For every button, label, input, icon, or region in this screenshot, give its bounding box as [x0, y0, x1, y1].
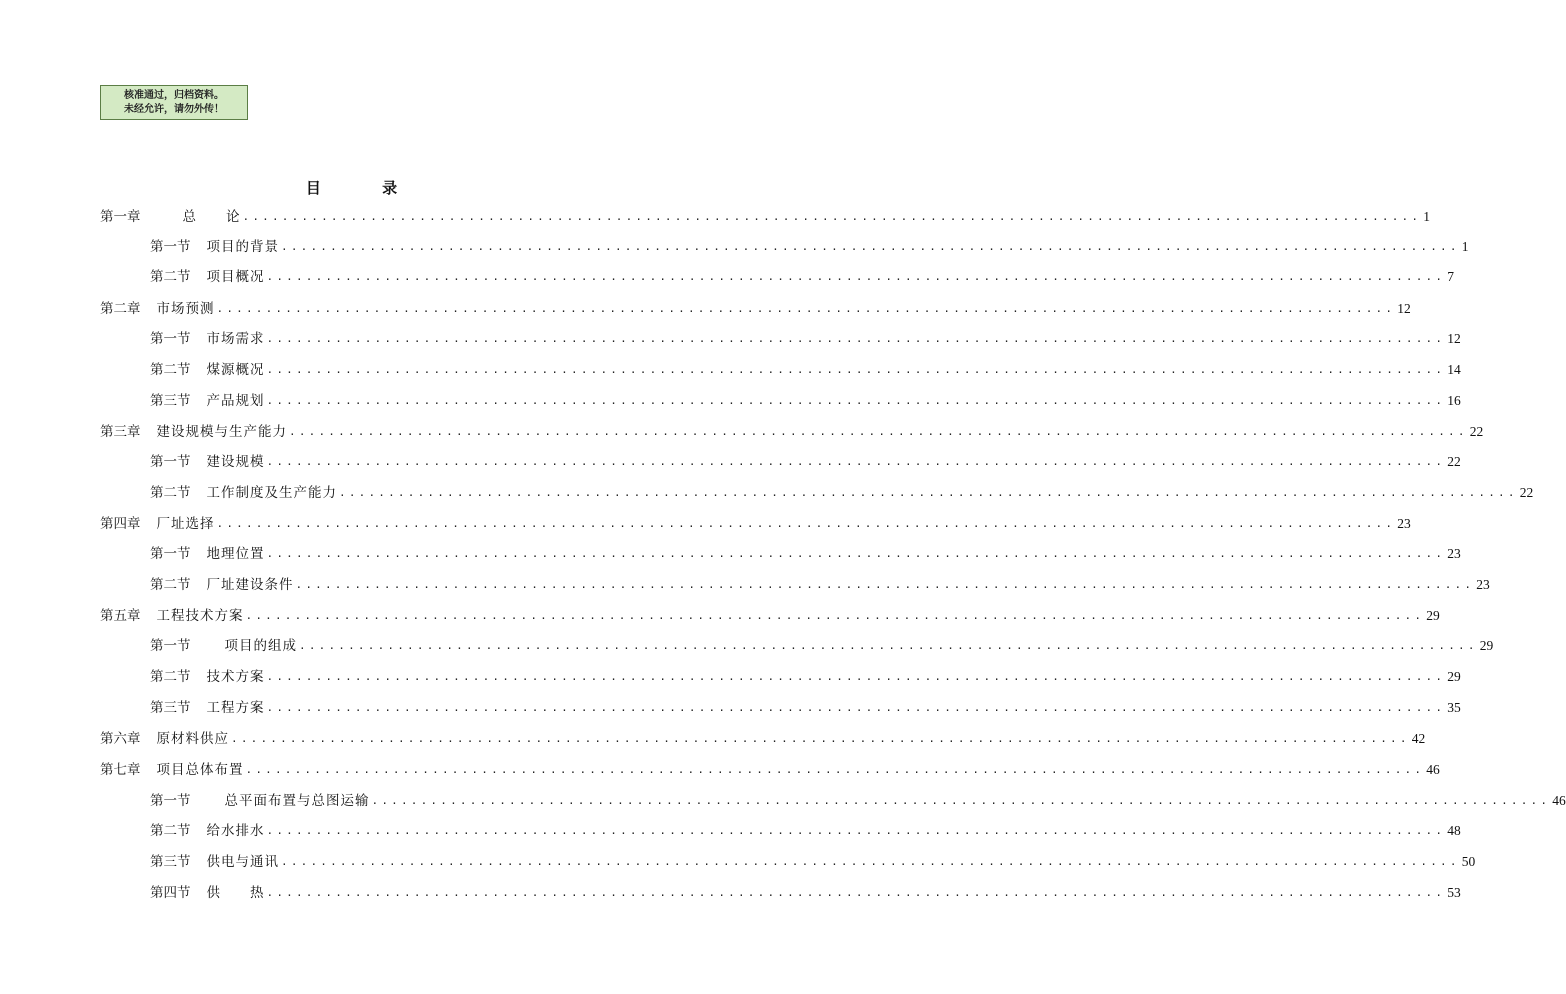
toc-entry-number: 第三节 [150, 700, 191, 716]
toc-leader-dots: ........................................................................................................................ [295, 578, 1475, 591]
toc-leader-dots: ........................................................................................................................ [266, 886, 1446, 899]
toc-leader-dots: ........................................................................................................................ [266, 363, 1446, 376]
toc-leader-dots: ........................................................................................................................ [266, 824, 1446, 837]
toc-section-row [150, 233, 1469, 257]
toc-leader-dots: ........................................................................................................................ [266, 670, 1446, 683]
toc-entry-number: 第七章 [100, 762, 141, 778]
toc-heading: 目 录 [305, 179, 426, 197]
toc-page-number: 29 [1479, 638, 1494, 653]
toc-leader-dots: ........................................................................................................................ [339, 486, 1518, 499]
toc-chapter-row [100, 602, 1440, 626]
toc-page-number: 22 [1519, 485, 1534, 500]
toc-page-number: 1 [1423, 209, 1430, 224]
toc-entry-number: 第四章 [100, 516, 141, 532]
toc-entry-title: 项目总体布置 [156, 762, 244, 778]
toc-leader-dots: ........................................................................................................................ [299, 639, 1478, 652]
toc-entry-number: 第三章 [100, 424, 141, 440]
toc-entry-title: 厂址建设条件 [206, 577, 294, 593]
toc-section-row [150, 632, 1494, 656]
toc-section-row [150, 356, 1461, 380]
toc-leader-dots: ........................................................................................................................ [242, 210, 1422, 223]
toc-entry-number: 第一节 [150, 546, 191, 562]
stamp-line-2: 未经允许，请勿外传！ [124, 104, 224, 115]
toc-leader-dots: ........................................................................................................................ [281, 240, 1460, 253]
toc-entry-number: 第一章 [100, 209, 141, 225]
stamp-line-1: 核准通过，归档资料。 [124, 90, 224, 101]
toc-entry-number: 第一节 [150, 793, 191, 809]
toc-entry-number: 第一节 [150, 331, 191, 347]
toc-leader-dots: ........................................................................................................................ [216, 517, 1396, 530]
toc-entry-title: 工程技术方案 [156, 608, 244, 624]
toc-entry-title: 项目概况 [206, 269, 265, 285]
toc-page-number: 12 [1447, 331, 1461, 346]
toc-leader-dots: ........................................................................................................................ [245, 763, 1425, 776]
toc-chapter-row [100, 756, 1440, 780]
toc-page-number: 46 [1426, 762, 1440, 777]
toc-entry-title: 项目的组成 [224, 638, 297, 654]
toc-entry-title: 技术方案 [206, 669, 265, 685]
toc-entry-number: 第二节 [150, 823, 191, 839]
toc-entry-number: 第二节 [150, 577, 191, 593]
toc-leader-dots: ........................................................................................................................ [371, 794, 1551, 807]
toc-entry-title: 总平面布置与总图运输 [224, 793, 370, 809]
toc-section-row [150, 540, 1461, 564]
toc-chapter-row [100, 418, 1484, 442]
confidential-stamp [100, 85, 248, 120]
toc-section-row [150, 571, 1490, 595]
toc-entry-title: 建设规模 [206, 454, 265, 470]
toc-entry-number: 第一节 [150, 638, 191, 654]
toc-chapter-row [100, 295, 1411, 319]
toc-page-number: 23 [1397, 516, 1411, 531]
toc-section-row [150, 448, 1461, 472]
toc-chapter-row [100, 725, 1426, 749]
toc-section-row [150, 817, 1461, 841]
toc-page-number: 50 [1461, 854, 1476, 869]
toc-leader-dots: ........................................................................................................................ [231, 732, 1410, 745]
toc-section-row [150, 694, 1461, 718]
toc-entry-title: 建设规模与生产能力 [156, 424, 287, 440]
toc-entry-number: 第二节 [150, 269, 191, 285]
toc-leader-dots: ........................................................................................................................ [266, 701, 1446, 714]
toc-page-number: 23 [1476, 577, 1490, 592]
toc-entry-number: 第二节 [150, 669, 191, 685]
toc-leader-dots: ........................................................................................................................ [266, 547, 1446, 560]
toc-leader-dots: ........................................................................................................................ [266, 270, 1446, 283]
toc-page-number: 14 [1447, 362, 1461, 377]
toc-leader-dots: ........................................................................................................................ [289, 425, 1468, 438]
toc-entry-number: 第三节 [150, 854, 191, 870]
toc-entry-title: 原材料供应 [156, 731, 229, 747]
toc-section-row [150, 879, 1461, 903]
toc-leader-dots: ........................................................................................................................ [266, 394, 1446, 407]
toc-entry-number: 第一节 [150, 239, 191, 255]
toc-section-row [150, 848, 1476, 872]
toc-chapter-row [100, 203, 1430, 227]
toc-page-number: 22 [1447, 454, 1461, 469]
toc-page-number: 29 [1426, 608, 1440, 623]
toc-section-row [150, 263, 1454, 287]
toc-page-number: 23 [1447, 546, 1461, 561]
toc-section-row [150, 479, 1534, 503]
toc-leader-dots: ........................................................................................................................ [216, 302, 1396, 315]
toc-entry-title: 总 论 [182, 209, 241, 225]
toc-page-number: 35 [1447, 700, 1461, 715]
toc-entry-number: 第三节 [150, 393, 191, 409]
toc-section-row [150, 387, 1461, 411]
toc-entry-title: 市场预测 [156, 301, 215, 317]
toc-entry-title: 工程方案 [206, 700, 265, 716]
toc-section-row [150, 663, 1461, 687]
toc-leader-dots: ........................................................................................................................ [266, 332, 1446, 345]
toc-entry-title: 工作制度及生产能力 [206, 485, 337, 501]
toc-entry-title: 地理位置 [206, 546, 265, 562]
toc-leader-dots: ........................................................................................................................ [281, 855, 1460, 868]
toc-page-number: 53 [1447, 885, 1461, 900]
toc-page-number: 46 [1552, 793, 1566, 808]
toc-entry-title: 给水排水 [206, 823, 265, 839]
toc-entry-number: 第二节 [150, 485, 191, 501]
toc-entry-title: 项目的背景 [206, 239, 279, 255]
toc-chapter-row [100, 510, 1411, 534]
toc-section-row [150, 787, 1566, 811]
toc-page-number: 29 [1447, 669, 1461, 684]
toc-page-number: 48 [1447, 823, 1461, 838]
toc-entry-number: 第四节 [150, 885, 191, 901]
toc-entry-number: 第一节 [150, 454, 191, 470]
toc-entry-title: 供 热 [206, 885, 265, 901]
toc-section-row [150, 325, 1461, 349]
toc-entry-title: 市场需求 [206, 331, 265, 347]
toc-entry-number: 第二章 [100, 301, 141, 317]
toc-entry-number: 第六章 [100, 731, 141, 747]
toc-entry-title: 厂址选择 [156, 516, 215, 532]
toc-page-number: 16 [1447, 393, 1461, 408]
toc-entry-title: 煤源概况 [206, 362, 265, 378]
toc-leader-dots: ........................................................................................................................ [245, 609, 1425, 622]
toc-page-number: 1 [1461, 239, 1469, 254]
toc-entry-number: 第五章 [100, 608, 141, 624]
toc-page-number: 7 [1447, 269, 1454, 284]
toc-page-number: 42 [1411, 731, 1426, 746]
toc-page-number: 12 [1397, 301, 1411, 316]
toc-entry-title: 供电与通讯 [206, 854, 279, 870]
toc-page-number: 22 [1469, 424, 1484, 439]
toc-entry-title: 产品规划 [206, 393, 265, 409]
toc-entry-number: 第二节 [150, 362, 191, 378]
toc-leader-dots: ........................................................................................................................ [266, 455, 1446, 468]
